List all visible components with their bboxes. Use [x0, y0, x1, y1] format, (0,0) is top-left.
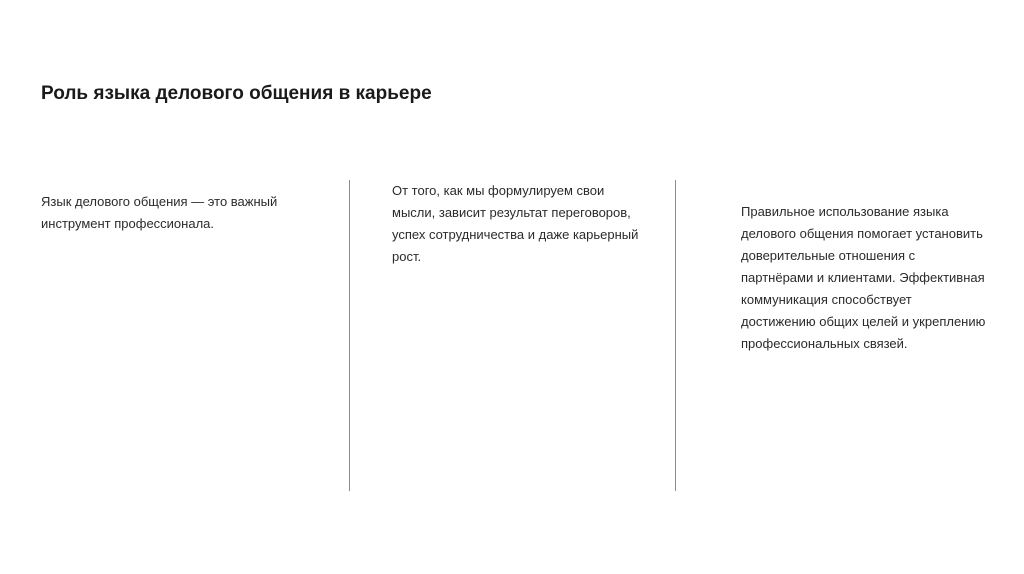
- text-line: делового общения помогает установить: [741, 226, 983, 241]
- text-line: От того, как мы формулируем свои: [392, 183, 605, 198]
- text-line: успех сотрудничества и даже карьерный: [392, 227, 639, 242]
- text-line: рост.: [392, 249, 422, 264]
- text-line: достижению общих целей и укреплению: [741, 314, 986, 329]
- column-text-3: [741, 201, 1011, 355]
- text-line: Язык делового общения — это важный: [41, 194, 278, 209]
- text-line: коммуникация способствует: [741, 292, 912, 307]
- column-divider-1: [349, 180, 350, 491]
- text-line: доверительные отношения с: [741, 248, 916, 263]
- text-line: профессиональных связей.: [741, 336, 908, 351]
- text-line: мысли, зависит результат переговоров,: [392, 205, 631, 220]
- text-line: инструмент профессионала.: [41, 216, 214, 231]
- column-text-1: [41, 191, 311, 235]
- column-text-2: [392, 180, 657, 268]
- slide-title: Роль языка делового общения в карьере: [41, 83, 432, 104]
- column-divider-2: [675, 180, 676, 491]
- text-line: Правильное использование языка: [741, 204, 949, 219]
- text-line: партнёрами и клиентами. Эффективная: [741, 270, 985, 285]
